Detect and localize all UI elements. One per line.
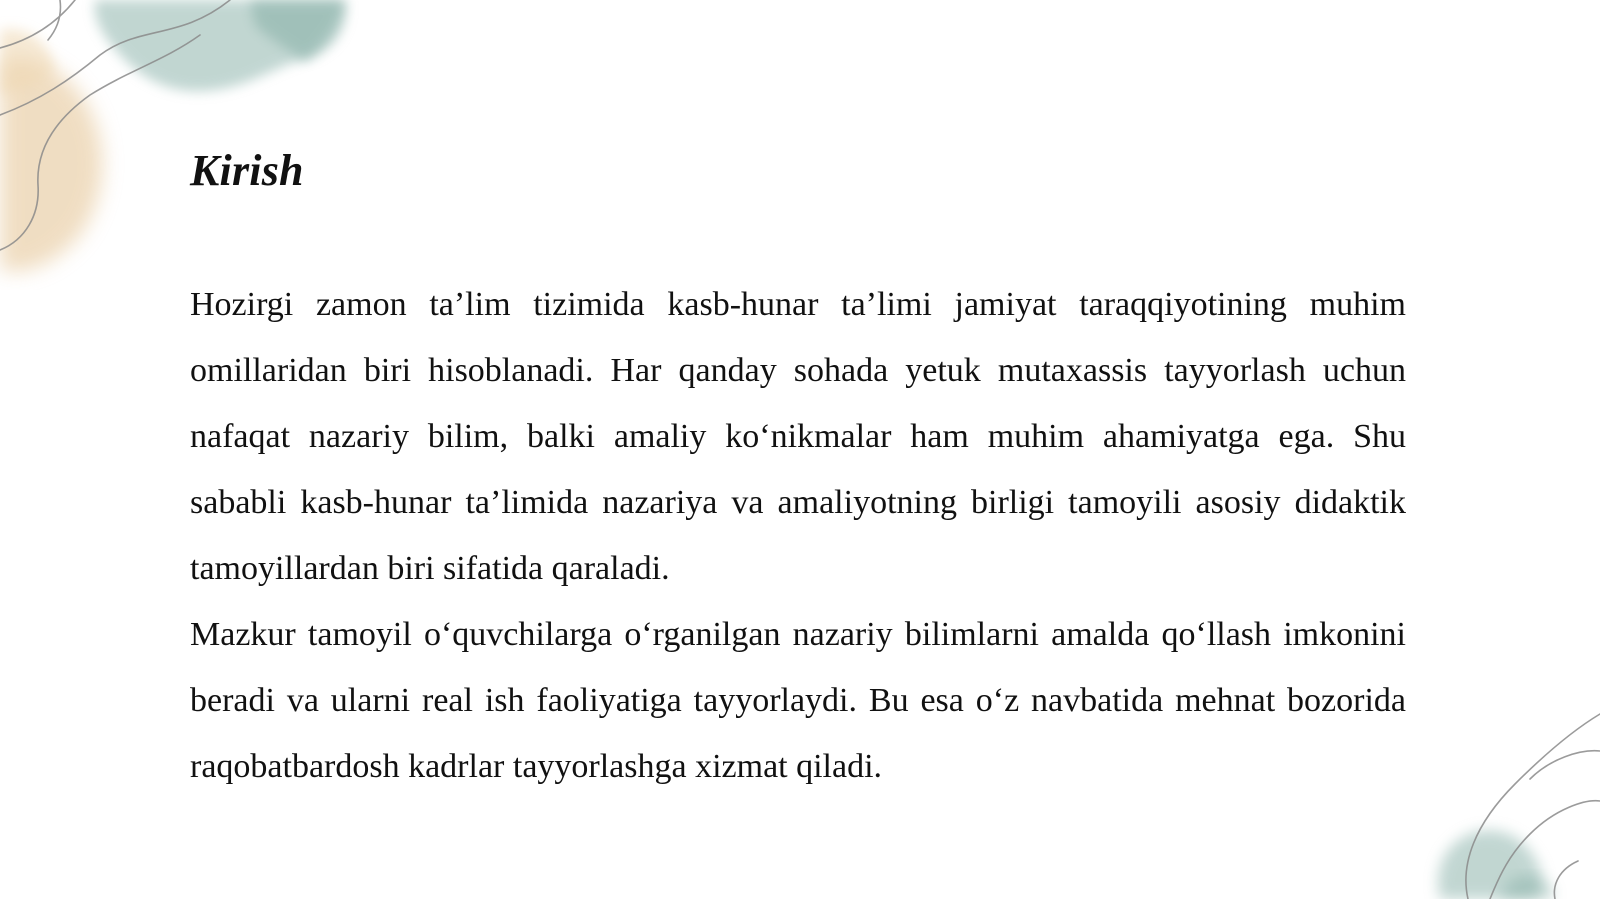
- teal-wash-shape: [1438, 830, 1554, 899]
- line-strokes: [1466, 714, 1600, 899]
- sand-wash-shape: [0, 29, 102, 271]
- slide-body: [190, 272, 1406, 800]
- body-paragraph-1: Hozirgi zamon ta’lim tizimida kasb-hunar ta’limi jamiyat taraqqiyotining muhim omillaridan biri hisoblanadi. Har qanday sohada yetuk mutaxassis tayyorlash uchun nafaqat nazariy bilim, balki amaliy ko‘nikmalar ham muhim ahamiyatga ega. Shu sababli kasb-hunar ta’limida nazariya va amaliyotning birligi tamoyili asosiy didaktik tamoyillardan biri sifatida qaraladi.: [190, 286, 1406, 587]
- body-paragraph-2: Mazkur tamoyil o‘quvchilarga o‘rganilgan nazariy bilimlarni amalda qo‘llash imkonini beradi va ularni real ish faoliyatiga tayyorlaydi. Bu esa o‘z navbatida mehnat bozorida raqobatbardosh kadrlar tayyorlashga xizmat qiladi.: [190, 616, 1406, 785]
- slide-title: Kirish: [190, 146, 304, 195]
- watercolor-decoration-top-left-icon: [0, 0, 360, 290]
- line-strokes: [0, 0, 230, 250]
- teal-wash-shape: [95, 0, 346, 91]
